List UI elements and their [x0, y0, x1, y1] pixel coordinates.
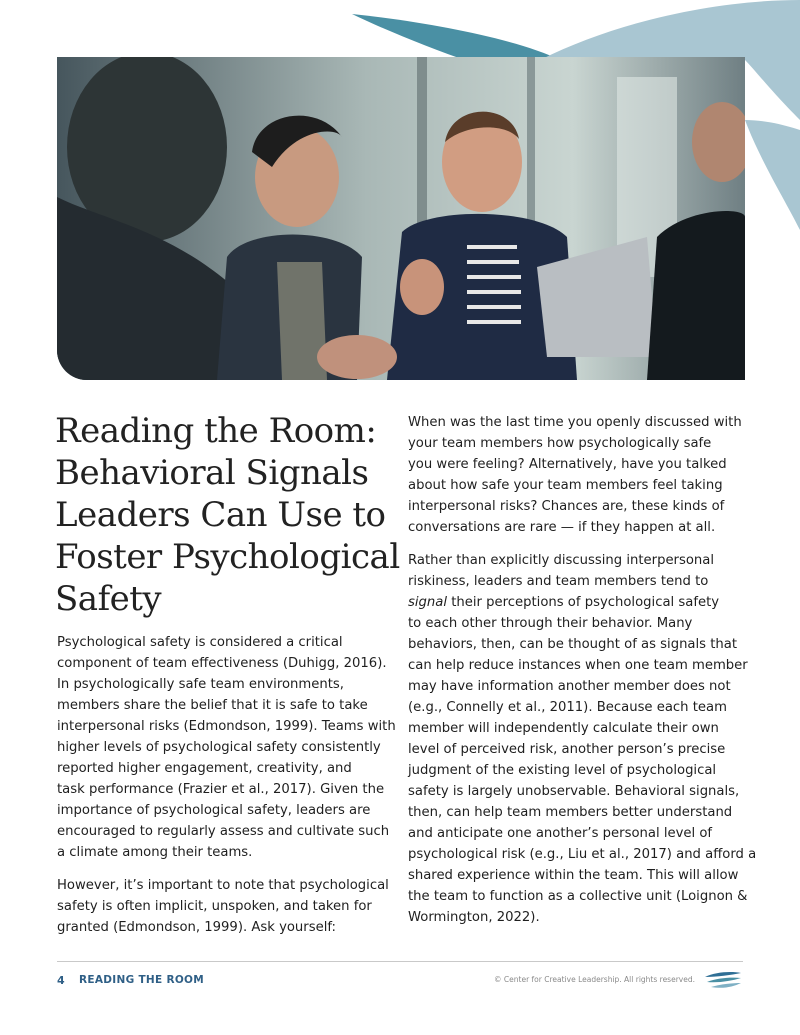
text-line: component of team effectiveness (Duhigg, 2016).	[57, 656, 387, 671]
text-line: may have information another member does not	[408, 679, 731, 694]
text-line: riskiness, leaders and team members tend to	[408, 574, 709, 589]
page-title	[55, 410, 400, 620]
title-line: Behavioral Signals	[55, 453, 369, 493]
text-line: conversations are rare — if they happen at all.	[408, 520, 716, 535]
text-line: safety is often implicit, unspoken, and taken for	[57, 899, 372, 914]
ccl-logo-icon	[703, 969, 743, 993]
text-line: level of perceived risk, another person’s precise	[408, 742, 726, 757]
text-line: higher levels of psychological safety consistently	[57, 740, 381, 755]
text-line: reported higher engagement, creativity, and	[57, 761, 352, 776]
text-line: and anticipate one another’s personal level of	[408, 826, 713, 841]
left-column	[57, 632, 397, 950]
text-line: shared experience within the team. This will allow	[408, 868, 739, 883]
title-line: Reading the Room:	[55, 411, 377, 451]
text-line: task performance (Frazier et al., 2017). Given the	[57, 782, 385, 797]
text-line: a climate among their teams.	[57, 845, 253, 860]
text-line: Psychological safety is considered a critical	[57, 635, 343, 650]
title-line: Safety	[55, 579, 162, 619]
paragraph	[408, 550, 757, 928]
copyright-notice: © Center for Creative Leadership. All rights reserved.	[494, 975, 695, 984]
text-line: judgment of the existing level of psychological	[408, 763, 717, 778]
text-line: Rather than explicitly discussing interpersonal	[408, 553, 715, 568]
emphasis-signal: signal	[408, 595, 448, 610]
right-column	[408, 412, 757, 940]
text-line: the team to function as a collective unit (Loignon &	[408, 889, 748, 904]
text-line: When was the last time you openly discussed with	[408, 415, 742, 430]
paragraph	[408, 412, 748, 538]
page-number: 4	[57, 974, 65, 987]
text-line: can help reduce instances when one team member	[408, 658, 748, 673]
text-line: behaviors, then, can be thought of as signals that	[408, 637, 738, 652]
text-line: to each other through their behavior. Many	[408, 616, 693, 631]
paragraph	[57, 632, 397, 863]
text-line: (e.g., Connelly et al., 2011). Because each team	[408, 700, 727, 715]
text-line: granted (Edmondson, 1999). Ask yourself:	[57, 920, 336, 935]
text-line: member will independently calculate their own	[408, 721, 719, 736]
text-line: However, it’s important to note that psychological	[57, 878, 389, 893]
text-line: about how safe your team members feel taking	[408, 478, 723, 493]
text-line: psychological risk (e.g., Liu et al., 2017) and afford a	[408, 847, 757, 862]
text-fragment: their perceptions of psychological safety	[447, 595, 720, 610]
text-line: you were feeling? Alternatively, have you talked	[408, 457, 727, 472]
text-line: interpersonal risks (Edmondson, 1999). Teams with	[57, 719, 396, 734]
title-line: Foster Psychological	[55, 537, 400, 577]
hero-photo	[57, 57, 745, 380]
text-line: your team members how psychologically safe	[408, 436, 712, 451]
text-line: In psychologically safe team environments,	[57, 677, 344, 692]
text-line: Wormington, 2022).	[408, 910, 540, 925]
title-line: Leaders Can Use to	[55, 495, 386, 535]
text-line: then, can help team members better understand	[408, 805, 733, 820]
meeting-illustration	[57, 57, 745, 380]
footer-divider	[57, 961, 743, 962]
text-line: members share the belief that it is safe to take	[57, 698, 368, 713]
page-footer	[57, 974, 743, 994]
text-line: importance of psychological safety, leaders are	[57, 803, 371, 818]
running-head: READING THE ROOM	[79, 974, 205, 986]
paragraph	[57, 875, 397, 938]
text-line: interpersonal risks? Chances are, these kinds of	[408, 499, 725, 514]
text-line: safety is largely unobservable. Behavioral signals,	[408, 784, 740, 799]
text-line	[408, 592, 748, 613]
text-line: encouraged to regularly assess and cultivate such	[57, 824, 390, 839]
